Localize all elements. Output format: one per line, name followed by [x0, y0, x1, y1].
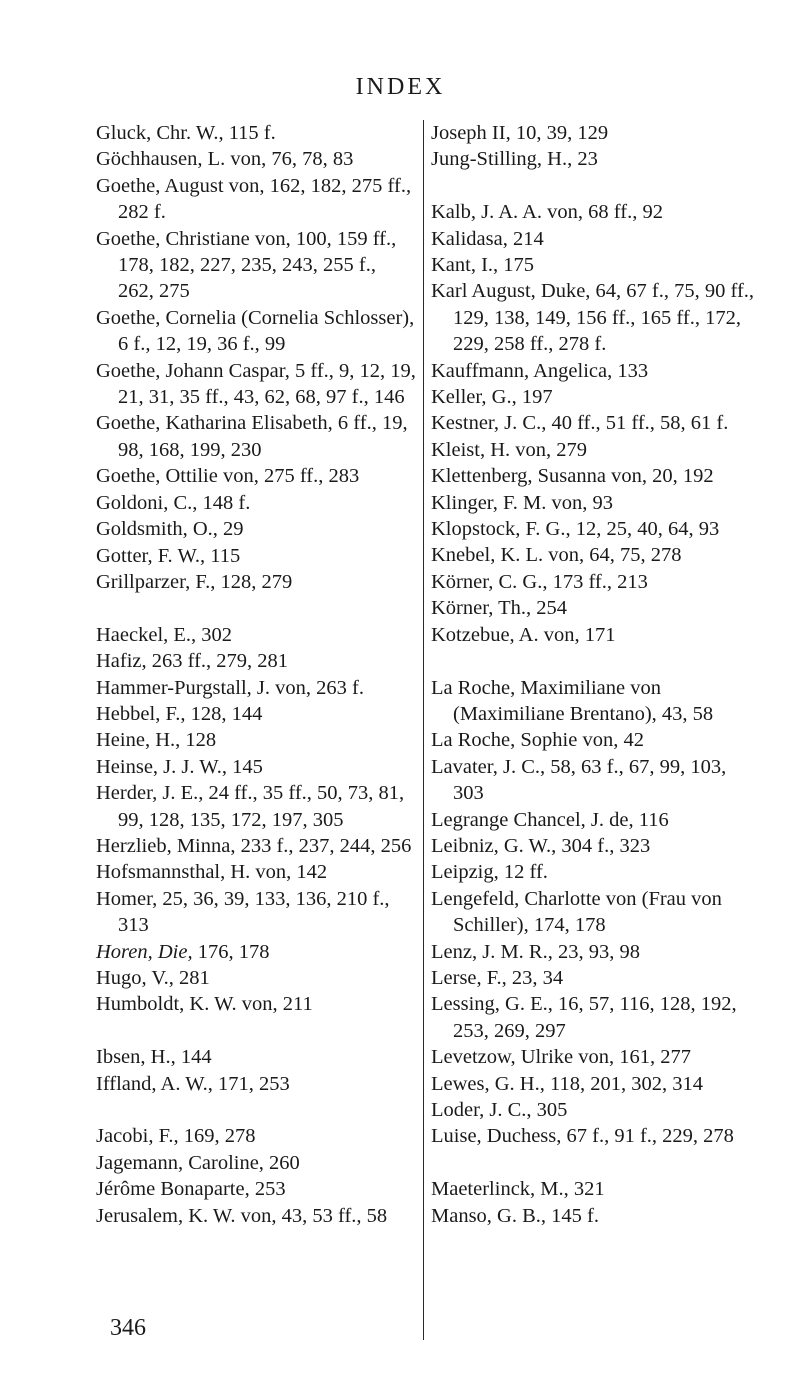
- letter-group-gap: [96, 1018, 416, 1044]
- index-entry: Haeckel, E., 302: [96, 623, 233, 646]
- index-entry-pages: 176, 178: [192, 940, 270, 963]
- index-column-right: [431, 120, 761, 1229]
- index-entry: Manso, G. B., 145 f.: [431, 1204, 599, 1227]
- index-entry: Jerusalem, K. W. von, 43, 53 ff., 58: [96, 1204, 388, 1227]
- index-entry: Jung-Stilling, H., 23: [431, 148, 598, 171]
- index-entry: Kleist, H. von, 279: [431, 438, 588, 461]
- index-entry: Karl August, Duke, 64, 67 f., 75, 90 ff., 129, 138, 149, 156 ff., 165 ff., 172, 229, 258 ff., 278 f.: [431, 280, 755, 356]
- index-entry: Goldoni, C., 148 f.: [96, 491, 251, 514]
- index-entry: Leibniz, G. W., 304 f., 323: [431, 834, 651, 857]
- index-entry: Heine, H., 128: [96, 729, 217, 752]
- index-entry: Lengefeld, Charlotte von (Frau von Schiller), 174, 178: [431, 887, 722, 937]
- index-entry: Klettenberg, Susanna von, 20, 192: [431, 465, 714, 488]
- index-entry-italic-title: Horen, Die,: [96, 940, 193, 963]
- index-entry: Lavater, J. C., 58, 63 f., 67, 99, 103, 303: [431, 755, 727, 805]
- index-entry: Hofsmannsthal, H. von, 142: [96, 861, 328, 884]
- index-entry: Homer, 25, 36, 39, 133, 136, 210 f., 313: [96, 887, 390, 937]
- index-entry: Leipzig, 12 ff.: [431, 861, 548, 884]
- index-entry: Heinse, J. J. W., 145: [96, 755, 263, 778]
- letter-group-gap: [431, 173, 761, 199]
- index-entry: Knebel, K. L. von, 64, 75, 278: [431, 544, 682, 567]
- index-entry: La Roche, Maximiliane von (Maximiliane Brentano), 43, 58: [431, 676, 714, 725]
- index-entry: Jacobi, F., 169, 278: [96, 1125, 256, 1148]
- index-entry: Hafiz, 263 ff., 279, 281: [96, 650, 289, 673]
- index-entry: Goethe, Ottilie von, 275 ff., 283: [96, 465, 360, 488]
- index-column-left: [96, 120, 416, 1229]
- index-entry: Maeterlinck, M., 321: [431, 1178, 605, 1201]
- index-entry: Lewes, G. H., 118, 201, 302, 314: [431, 1072, 703, 1095]
- index-entry: Keller, G., 197: [431, 386, 553, 409]
- index-entry: La Roche, Sophie von, 42: [431, 729, 644, 752]
- index-entry: Loder, J. C., 305: [431, 1099, 568, 1121]
- index-entry: Kestner, J. C., 40 ff., 51 ff., 58, 61 f.: [431, 412, 729, 435]
- index-entry: Goethe, Johann Caspar, 5 ff., 9, 12, 19, 21, 31, 35 ff., 43, 62, 68, 97 f., 146: [96, 359, 416, 409]
- index-entry: Goldsmith, O., 29: [96, 518, 244, 541]
- index-entry: Kotzebue, A. von, 171: [431, 623, 616, 646]
- index-entry: Kant, I., 175: [431, 254, 535, 277]
- index-entry: Goethe, August von, 162, 182, 275 ff., 282 f.: [96, 174, 412, 224]
- index-entry: Jérôme Bonaparte, 253: [96, 1178, 286, 1201]
- index-entry: Hebbel, F., 128, 144: [96, 702, 263, 725]
- index-entry: Herzlieb, Minna, 233 f., 237, 244, 256: [96, 834, 412, 857]
- letter-group-gap: [431, 648, 761, 674]
- index-entry: Lenz, J. M. R., 23, 93, 98: [431, 940, 640, 963]
- column-divider: [423, 120, 424, 1340]
- index-entry: Hugo, V., 281: [96, 966, 210, 989]
- index-entry: Herder, J. E., 24 ff., 35 ff., 50, 73, 81, 99, 128, 135, 172, 197, 305: [96, 782, 405, 831]
- index-entry: Goethe, Katharina Elisabeth, 6 ff., 19, 98, 168, 199, 230: [96, 412, 408, 461]
- index-entry: Klinger, F. M. von, 93: [431, 491, 614, 514]
- index-entry: Kauffmann, Angelica, 133: [431, 359, 649, 382]
- index-entry: [96, 939, 416, 965]
- index-entry: Jagemann, Caroline, 260: [96, 1151, 300, 1174]
- index-entry: Göchhausen, L. von, 76, 78, 83: [96, 148, 354, 171]
- letter-group-gap: [96, 595, 416, 621]
- index-entry: Goethe, Cornelia (Cornelia Schlosser), 6 f., 12, 19, 36 f., 99: [96, 306, 415, 356]
- index-entry: Joseph II, 10, 39, 129: [431, 122, 609, 144]
- index-entry: Gotter, F. W., 115: [96, 544, 241, 567]
- page-header: INDEX: [355, 74, 446, 100]
- index-entry: Klopstock, F. G., 12, 25, 40, 64, 93: [431, 518, 720, 541]
- index-entry: Lerse, F., 23, 34: [431, 966, 564, 989]
- index-entry: Luise, Duchess, 67 f., 91 f., 229, 278: [431, 1125, 734, 1148]
- index-entry: Iffland, A. W., 171, 253: [96, 1072, 290, 1095]
- index-entry: Levetzow, Ulrike von, 161, 277: [431, 1046, 691, 1069]
- index-entry: Humboldt, K. W. von, 211: [96, 993, 313, 1016]
- index-entry: Goethe, Christiane von, 100, 159 ff., 178, 182, 227, 235, 243, 255 f., 262, 275: [96, 227, 397, 303]
- index-entry: Grillparzer, F., 128, 279: [96, 570, 293, 593]
- index-entry: Ibsen, H., 144: [96, 1046, 212, 1069]
- page-number: 346: [110, 1315, 146, 1341]
- index-entry: Kalb, J. A. A. von, 68 ff., 92: [431, 201, 663, 224]
- index-entry: Körner, C. G., 173 ff., 213: [431, 570, 648, 593]
- letter-group-gap: [431, 1150, 761, 1176]
- index-entry: Hammer-Purgstall, J. von, 263 f.: [96, 676, 364, 699]
- index-entry: Legrange Chancel, J. de, 116: [431, 808, 669, 831]
- index-entry: Kalidasa, 214: [431, 227, 544, 250]
- index-entry: Gluck, Chr. W., 115 f.: [96, 122, 276, 144]
- letter-group-gap: [96, 1097, 416, 1123]
- index-entry: Lessing, G. E., 16, 57, 116, 128, 192, 253, 269, 297: [431, 993, 737, 1042]
- index-entry: Körner, Th., 254: [431, 597, 568, 620]
